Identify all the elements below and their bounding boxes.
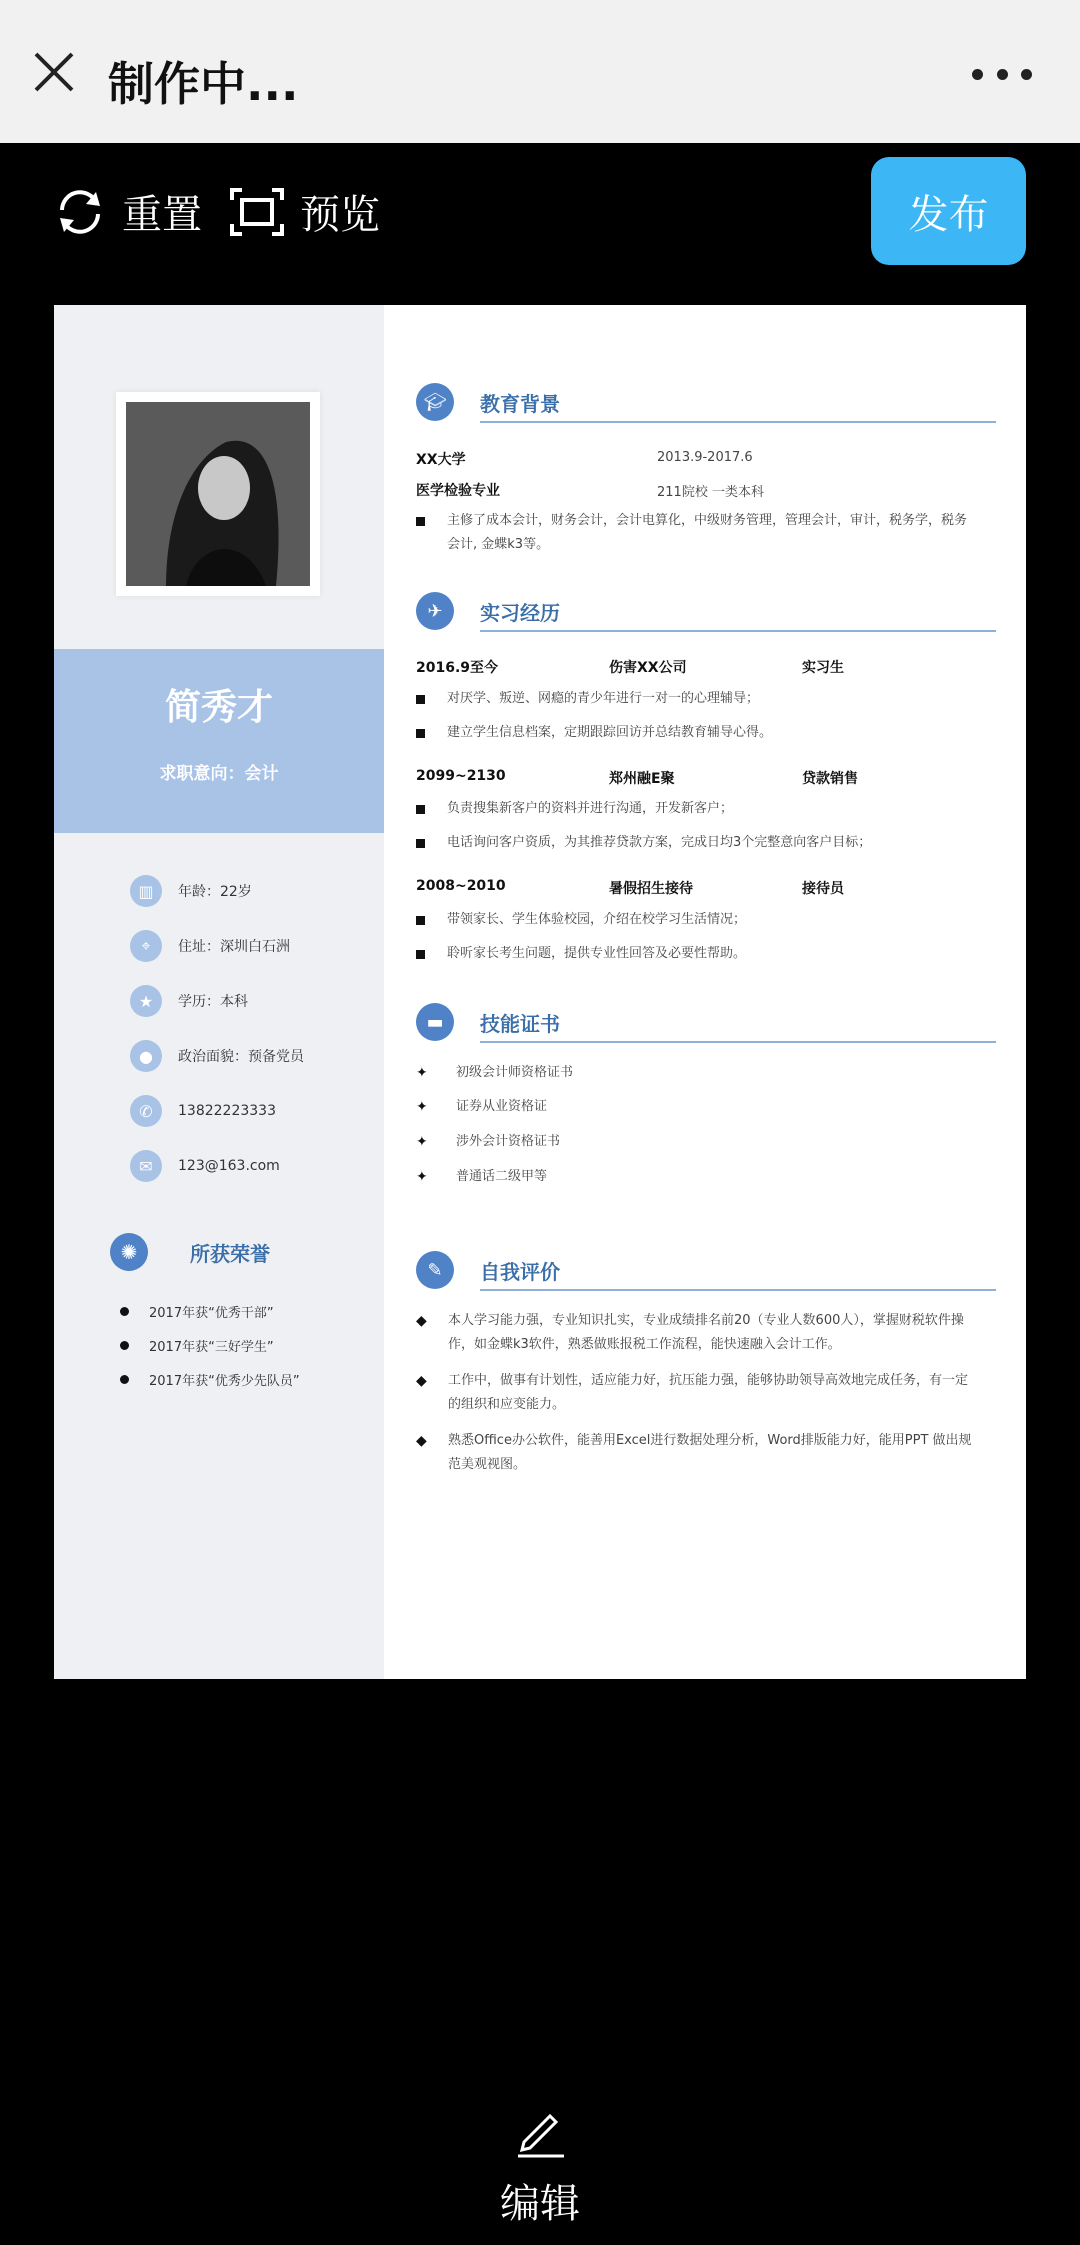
- mail-icon: ✉: [130, 1150, 162, 1182]
- reset-label: 重置: [122, 192, 202, 238]
- info-education: ★ 学历：本科: [130, 985, 304, 1017]
- resume-sidebar: [54, 305, 384, 1679]
- list-item: 2017年获“三好学生”: [120, 1328, 300, 1362]
- briefcase-icon: ✈: [416, 592, 454, 630]
- self-eval-item: ◆ 工作中，做事有计划性，适应能力好，抗压能力强，能够协助领导高效地完成任务，有一定的组织和应变能力。: [416, 1373, 969, 1412]
- job-duty: 电话询问客户资质，为其推荐贷款方案，完成日均3个完整意向客户目标；: [416, 831, 976, 855]
- job-duty: 聆听家长考生问题，提供专业性回答及必要性帮助。: [416, 942, 976, 966]
- edit-button[interactable]: [490, 2100, 590, 2229]
- job-duty: 建立学生信息档案，定期跟踪回访并总结教育辅导心得。: [416, 721, 976, 745]
- top-app-bar: [0, 0, 1080, 143]
- page-title: 制作中...: [108, 57, 299, 111]
- info-phone: ✆ 13822223333: [130, 1095, 304, 1127]
- job-company: 暑假招生接待: [609, 881, 693, 897]
- education-period: 2013.9-2017.6: [657, 450, 753, 465]
- phone-icon: ✆: [130, 1095, 162, 1127]
- job-intent: 求职意向：会计: [159, 764, 279, 784]
- profile-photo: [126, 402, 310, 586]
- info-political: ● 政治面貌：预备党员: [130, 1040, 304, 1072]
- resume-preview[interactable]: [54, 305, 1026, 1679]
- self-eval-header: [416, 1251, 996, 1289]
- major: 医学检验专业: [416, 483, 500, 499]
- job-role: 接待员: [802, 881, 844, 897]
- preview-label: 预览: [300, 192, 380, 238]
- list-item: 2017年获“优秀少先队员”: [120, 1362, 300, 1396]
- preview-button[interactable]: [228, 183, 380, 240]
- skill-item: ✦ 证券从业资格证: [416, 1099, 548, 1115]
- job-role: 实习生: [802, 660, 844, 676]
- internship-header: [416, 592, 996, 630]
- job-duty: 带领家长、学生体验校园，介绍在校学习生活情况；: [416, 908, 976, 932]
- job-time: 2016.9至今: [416, 660, 499, 676]
- section-title: 教育背景: [480, 391, 560, 416]
- section-title: 技能证书: [480, 1011, 560, 1036]
- skill-item: ✦ 普通话二级甲等: [416, 1169, 548, 1185]
- preview-frame-icon: [228, 186, 286, 238]
- job-company: 伤害XX公司: [609, 660, 687, 676]
- edit-label: 编辑: [500, 2181, 580, 2227]
- close-icon[interactable]: [30, 48, 82, 100]
- pencil-icon: [510, 2100, 570, 2160]
- skill-item: ✦ 初级会计师资格证书: [416, 1065, 574, 1081]
- info-address: ⌖ 住址：深圳白石洲: [130, 930, 304, 962]
- section-title: 实习经历: [480, 600, 560, 625]
- cake-icon: ▥: [130, 875, 162, 907]
- certificate-icon: ▬: [416, 1003, 454, 1041]
- honors-title: 所获荣誉: [190, 1241, 270, 1266]
- skill-item: ✦ 涉外会计资格证书: [416, 1134, 561, 1150]
- graduation-cap-icon: 🎓︎: [416, 383, 454, 421]
- info-email: ✉ 123@163.com: [130, 1150, 304, 1182]
- personal-info-list: [130, 875, 304, 1205]
- honors-header: [110, 1233, 270, 1271]
- courses: 主修了成本会计，财务会计，会计电算化，中级财务管理，管理会计，审计，税务学，税务会计, 金蝶k3等。: [416, 509, 976, 557]
- avatar: [116, 392, 320, 596]
- publish-button[interactable]: 发布: [871, 157, 1026, 265]
- location-icon: ⌖: [130, 930, 162, 962]
- job-time: 2008~2010: [416, 878, 506, 894]
- school-level: 211院校 一类本科: [657, 485, 764, 500]
- list-item: 2017年获“优秀干部”: [120, 1294, 300, 1328]
- info-age: ▥ 年龄：22岁: [130, 875, 304, 907]
- reset-button[interactable]: [52, 183, 202, 240]
- school-name: XX大学: [416, 452, 466, 468]
- self-eval-item: ◆ 本人学习能力强，专业知识扎实，专业成绩排名前20（专业人数600人），掌握财税软件操作，如金蝶k3软件，熟悉做账报税工作流程，能快速融入会计工作。: [416, 1313, 964, 1352]
- education-header: [416, 383, 996, 421]
- job-role: 贷款销售: [802, 771, 858, 787]
- refresh-icon: [52, 184, 108, 240]
- star-icon: ★: [130, 985, 162, 1017]
- self-eval-item: ◆ 熟悉Office办公软件，能善用Excel进行数据处理分析，Word排版能力好，能用PPT 做出规范美观视图。: [416, 1433, 972, 1472]
- job-time: 2099~2130: [416, 768, 506, 784]
- section-title: 自我评价: [480, 1259, 560, 1284]
- skills-header: [416, 1003, 996, 1041]
- job-duty: 负责搜集新客户的资料并进行沟通，开发新客户；: [416, 797, 976, 821]
- more-options-icon[interactable]: [972, 62, 1032, 86]
- job-company: 郑州融E聚: [609, 771, 675, 787]
- name-banner: [54, 649, 384, 833]
- candidate-name: 简秀才: [164, 687, 273, 728]
- editor-toolbar: [0, 143, 1080, 305]
- lightbulb-icon: ✺: [110, 1233, 148, 1271]
- honors-list: [120, 1294, 300, 1396]
- person-icon: ●: [130, 1040, 162, 1072]
- job-duty: 对厌学、叛逆、网瘾的青少年进行一对一的心理辅导；: [416, 687, 976, 711]
- edit-note-icon: ✎: [416, 1251, 454, 1289]
